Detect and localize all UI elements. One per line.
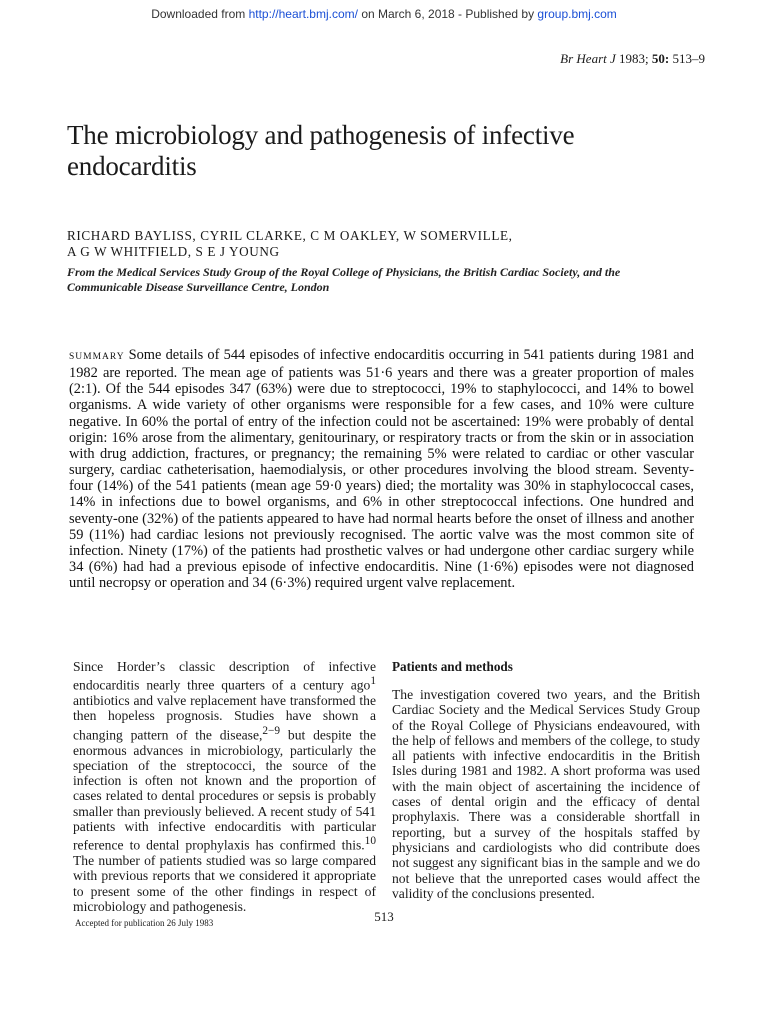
author-list (67, 228, 697, 259)
right-column (392, 659, 700, 901)
intro-text-1: Since Horder’s classic description of infective endocarditis nearly three quarters of a century ago (73, 659, 376, 693)
summary-block (69, 347, 694, 591)
citation-year: 1983; (619, 51, 649, 66)
page-number: 513 (374, 909, 394, 924)
publisher-link[interactable]: group.bmj.com (537, 7, 617, 21)
citation-volume: 50: (651, 51, 670, 66)
download-banner (0, 7, 768, 21)
citation-pages: 513–9 (672, 51, 705, 66)
left-column (73, 659, 376, 929)
author-line-1: RICHARD BAYLISS, CYRIL CLARKE, C M OAKLEY, W SOMERVILLE, (67, 228, 513, 243)
summary-label: SUMMARY (69, 352, 125, 362)
reference-marker: 2−9 (262, 724, 281, 737)
reference-marker: 10 (364, 835, 376, 848)
author-line-2: A G W WHITFIELD, S E J YOUNG (67, 243, 280, 259)
journal-citation (560, 51, 705, 67)
reference-marker: 1 (370, 675, 376, 688)
affiliation: From the Medical Services Study Group of the Royal College of Physicians, the British Cardiac Society, and the Communicable Disease Surveillance Centre, London (67, 265, 621, 294)
article-title: The microbiology and pathogenesis of infective endocarditis (67, 120, 575, 181)
intro-text-4: The number of patients studied was so large compared with previous reports that we considered it appropriate to present some of the other findings in respect of microbiology and pathogenesis. (73, 853, 376, 915)
accepted-note: Accepted for publication 26 July 1983 (75, 918, 214, 929)
methods-paragraph: The investigation covered two years, and the British Cardiac Society and the Medical Services Study Group of the Royal College of Physicians endeavoured, with the help of fellows and members of the college, to study all patients with infective endocarditis in the British Isles during 1981 and 1982. A short proforma was used with the main object of ascertaining the incidence of cases of dental origin and the efficacy of dental prophylaxis. There was a considerable shortfall in reporting, but a survey of the hospitals staffed by physicians and cardiologists who did contribute does not suggest any significant bias in the sample and we do not believe that the unreported cases would affect the validity of the conclusions presented. (392, 687, 700, 901)
intro-text-3: but despite the enormous advances in microbiology, particularly the speciation of the streptococci, the source of the infection is often not known and the proportion of cases related to dental procedures or sepsis is probably smaller than previously believed. A recent study of 541 patients with infective endocarditis with particular reference to dental prophylaxis has confirmed this. (73, 727, 376, 853)
methods-heading: Patients and methods (392, 659, 513, 674)
journal-name: Br Heart J (560, 51, 616, 66)
download-prefix: Downloaded from (151, 7, 249, 21)
download-middle: on March 6, 2018 - Published by (357, 7, 538, 21)
source-url-link[interactable]: http://heart.bmj.com/ (248, 7, 358, 21)
intro-text-2: antibiotics and valve replacement have transformed the then hopeless prognosis. Studies have shown a changing pattern of the disease, (73, 693, 376, 743)
intro-paragraph (73, 659, 376, 914)
summary-text: Some details of 544 episodes of infective endocarditis occurring in 541 patients during 1981 and 1982 are reported. The mean age of patients was 51·6 years and there was a greater proportion of males (2:1). Of the 544 episodes 347 (63%) were due to streptococci, 19% to staphylococci, and 14% to bowel organisms. A wide variety of other organisms were responsible for a few cases, and 10% were culture negative. In 60% the portal of entry of the infection could not be ascertained: 19% were probably of dental origin: 16% arose from the alimentary, genitourinary, or respiratory tracts or from the skin or in association with drug addiction, fractures, or pregnancy; the remaining 5% were related to cardiac or other vascular surgery, cardiac catheterisation, haemodialysis, or other procedures involving the blood stream. Seventy-four (14%) of the 541 patients (mean age 59·0 years) died; the mortality was 30% in staphylococcal cases, 14% in infections due to bowel organisms, and 6% in other streptococcal infections. One hundred and seventy-one (32%) of the patients appeared to have had normal hearts before the onset of illness and another 59 (11%) had cardiac lesions not previously recognised. The aortic valve was the most common site of infection. Ninety (17%) of the patients had prosthetic valves or had undergone other cardiac surgery while 34 (6%) had had a previous episode of infective endocarditis. Nine (1·6%) episodes were not diagnosed until necropsy or operation and 34 (6·3%) required urgent valve replacement. (69, 347, 694, 592)
